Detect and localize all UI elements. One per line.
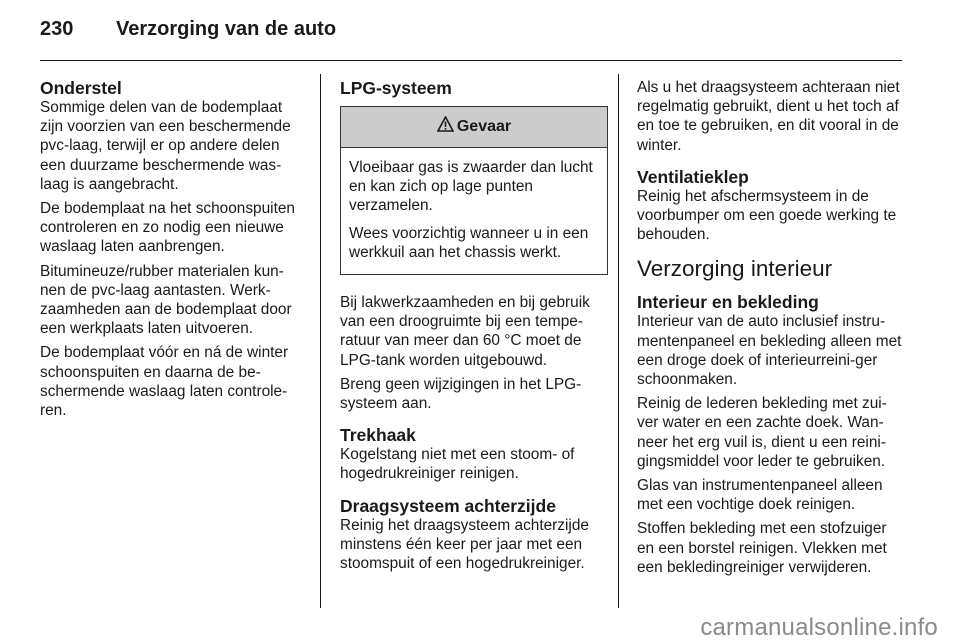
paragraph: De bodemplaat vóór en ná de winter schoonspuiten en daarna de be-schermende waslaag laten controle-ren. <box>40 344 289 420</box>
paragraph: Reinig het afschermsysteem in de voorbumper om een goede werking te behouden. <box>637 187 897 244</box>
heading-ventilatieklep: Ventilatieklep <box>637 166 749 187</box>
paragraph: Als u het draagsysteem achteraan niet regelmatig gebruikt, dient u het toch af en toe te gebruiken, en dit vooral in de winter. <box>637 79 900 154</box>
section-title-verzorging-interieur: Verzorging interieur <box>637 256 833 282</box>
section-draagsysteem <box>340 496 608 574</box>
page-number: 230 <box>40 18 74 40</box>
column-divider-right <box>618 74 619 608</box>
column-divider-left <box>320 74 321 608</box>
warning-triangle-icon <box>437 116 454 137</box>
section-trekhaak <box>340 425 608 483</box>
danger-paragraph: Wees voorzichtig wanneer u in een werkkuil aan het chassis werkt. <box>349 224 589 261</box>
heading-lpg-systeem: LPG-systeem <box>340 78 452 98</box>
section-ventilatieklep <box>637 167 905 245</box>
column-3 <box>637 78 905 582</box>
paragraph: Reinig het draagsysteem achterzijde minstens één keer per jaar met een stoomspuit of een hogedrukreiniger. <box>340 516 589 573</box>
danger-paragraph: Vloeibaar gas is zwaarder dan lucht en kan zich op lage punten verzamelen. <box>349 159 593 215</box>
paragraph: Interieur van de auto inclusief instru-mentenpaneel en bekleding alleen met een droge doek of interieurreini-ger schoonmaken. <box>637 313 902 389</box>
danger-box <box>340 106 608 275</box>
column-1 <box>40 78 308 425</box>
paragraph: Bitumineuze/rubber materialen kun-nen de pvc-laag aantasten. Werk-zaamheden aan de bodemplaat door een werkplaats laten uitvoeren. <box>40 262 292 338</box>
heading-interieur-bekleding: Interieur en bekleding <box>637 292 819 313</box>
paragraph: Sommige delen van de bodemplaat zijn voorzien van een beschermende pvc-laag, terwijl er op andere delen een duurzame beschermende was-laag is aangebracht. <box>40 99 291 193</box>
paragraph: Kogelstang niet met een stoom- of hogedrukreiniger reinigen. <box>340 446 575 483</box>
paragraph: Bij lakwerkzaamheden en bij gebruik van een droogruimte bij een tempe-ratuur van meer dan 60 °C moet de LPG-tank worden uitgebouwd. <box>340 294 590 369</box>
paragraph: Stoffen bekleding met een stofzuiger en een borstel reinigen. Vlekken met een bekledingreiniger verwijderen. <box>637 520 887 576</box>
danger-label: Gevaar <box>456 118 512 136</box>
heading-onderstel: Onderstel <box>40 78 122 98</box>
danger-header <box>341 107 607 148</box>
paragraph: De bodemplaat na het schoonspuiten controleren en zo nodig een nieuwe waslaag laten aanbrengen. <box>40 200 295 256</box>
watermark: carmanualsonline.info <box>700 614 938 641</box>
heading-draagsysteem: Draagsysteem achterzijde <box>340 495 556 516</box>
header-rule <box>40 60 902 61</box>
danger-body <box>341 148 607 274</box>
paragraph: Breng geen wijzigingen in het LPG-systeem aan. <box>340 375 582 413</box>
heading-trekhaak: Trekhaak <box>340 425 416 446</box>
column-2 <box>340 78 608 578</box>
chapter-title: Verzorging van de auto <box>116 18 337 40</box>
paragraph: Reinig de lederen bekleding met zui-ver water en een zachte doek. Wan-neer het erg vuil is, dient u een reini-gingsmiddel voor leder te gebruiken. <box>637 395 887 470</box>
paragraph: Glas van instrumentenpaneel alleen met een vochtige doek reinigen. <box>637 477 883 514</box>
